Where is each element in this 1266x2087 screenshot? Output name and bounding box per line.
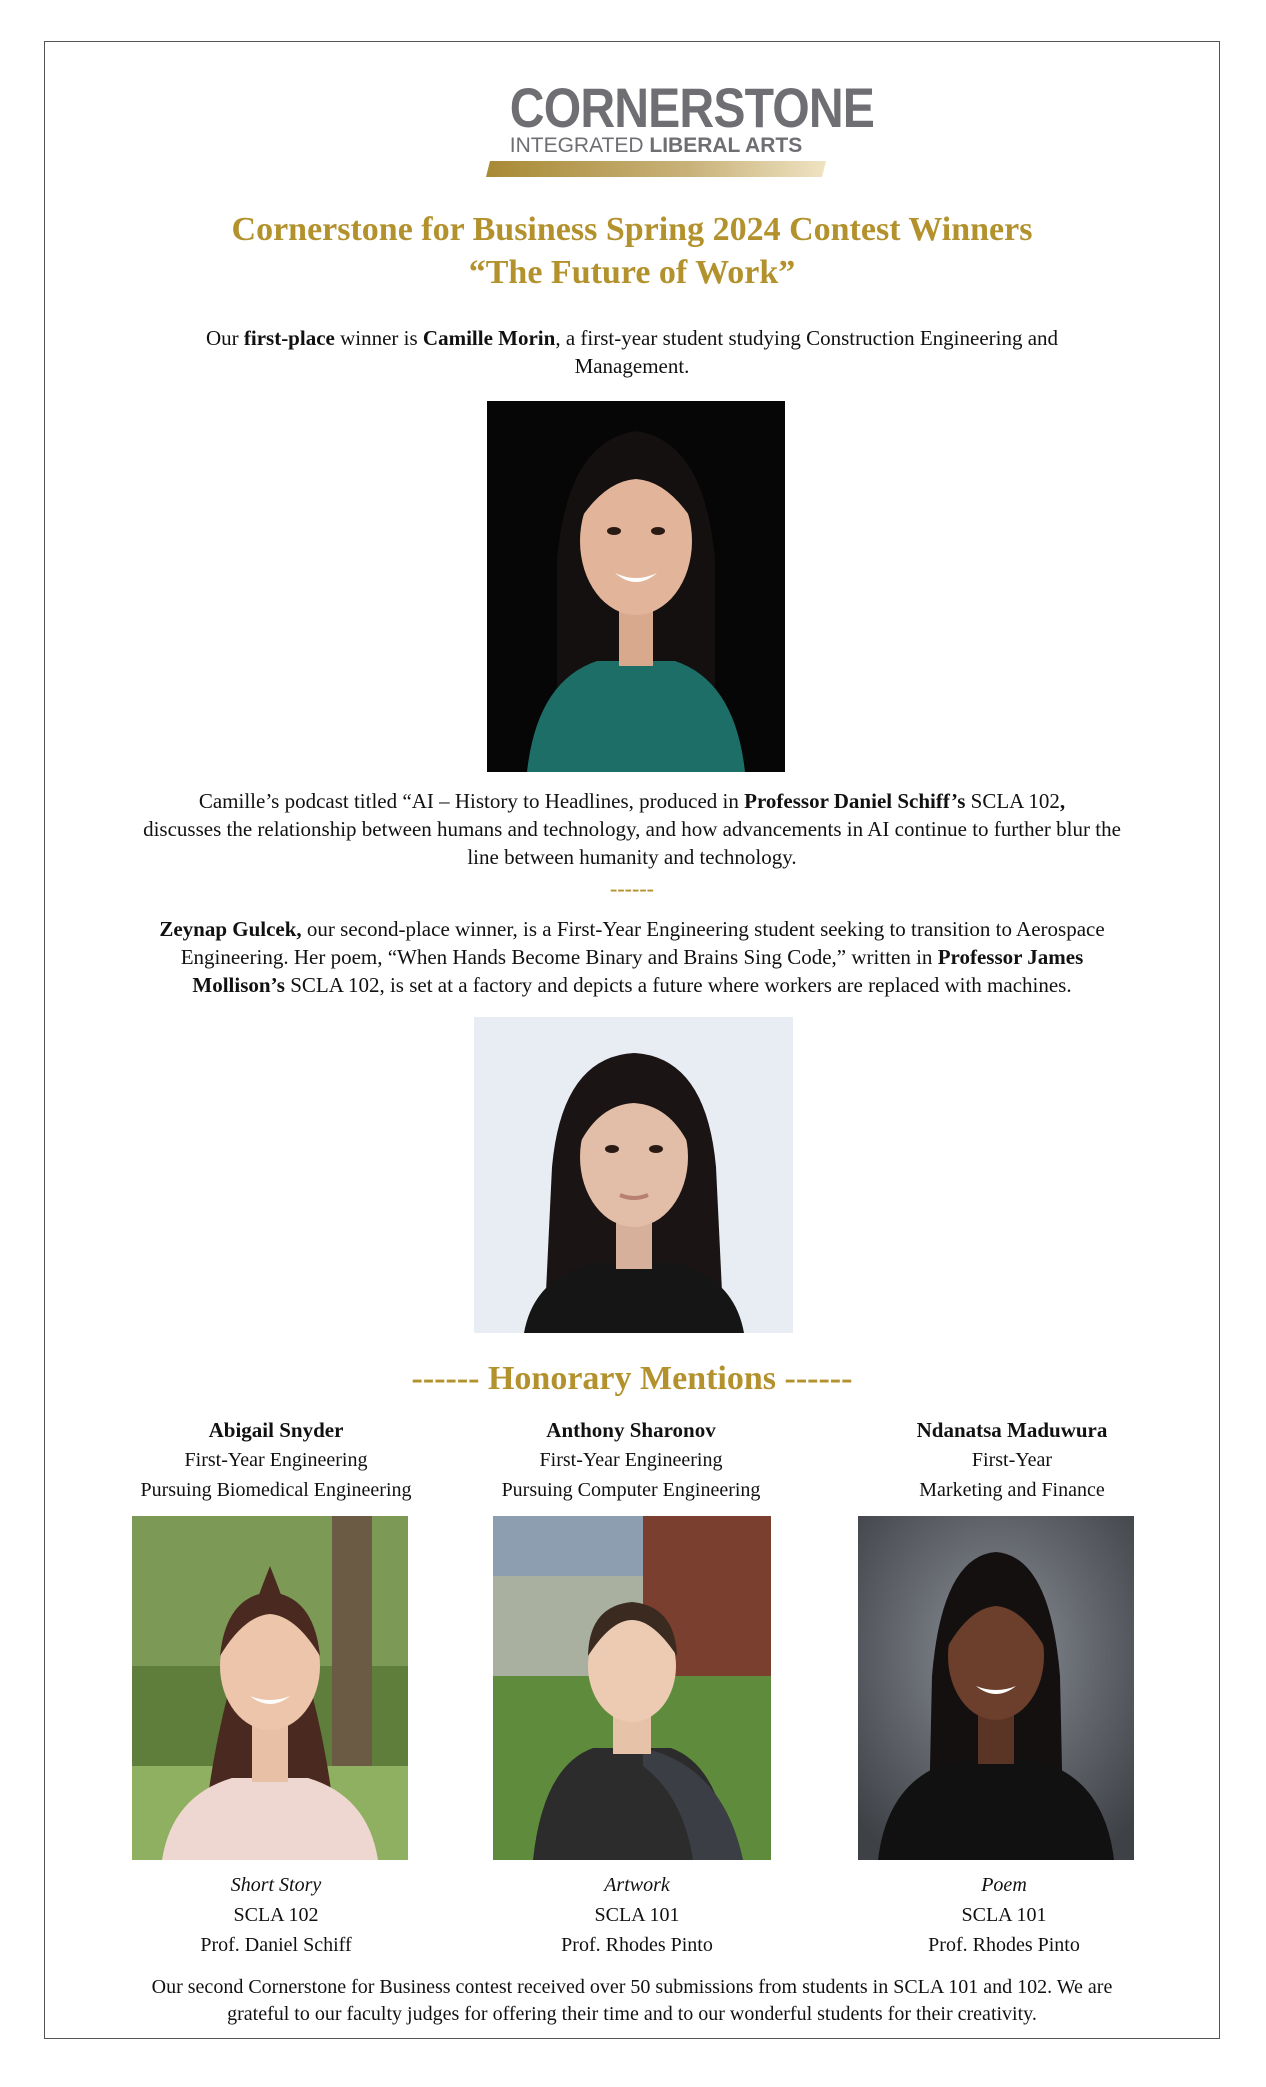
first-place-intro-line2: Management. [574, 354, 690, 378]
closing-note [44, 1974, 1220, 2028]
honoree-2-kind: Artwork [604, 1874, 670, 1896]
first-place-desc-line2: discusses the relationship between humans and technology, and how advancements in AI continue to further blur the [143, 817, 1121, 841]
first-place-desc-line3: line between humanity and technology. [467, 845, 797, 869]
closing-line2: grateful to our faculty judges for offering their time and to our wonderful students for their creativity. [227, 2003, 1037, 2025]
honoree-3-info [842, 1415, 1182, 1505]
logo-subtitle [486, 134, 826, 158]
ndanatsa-maduwura-photo [858, 1516, 1134, 1860]
page-title-line1: Cornerstone for Business Spring 2024 Contest Winners [231, 211, 1033, 248]
logo-subtitle-bold: LIBERAL ARTS [649, 134, 803, 157]
honoree-3-caption [834, 1870, 1174, 1960]
second-place-description [44, 915, 1220, 999]
honoree-2-name: Anthony Sharonov [546, 1418, 716, 1442]
abigail-snyder-photo [132, 1516, 408, 1860]
cornerstone-logo [486, 76, 875, 180]
zeynap-gulcek-photo [474, 1017, 793, 1333]
logo-gold-bar [486, 161, 826, 177]
page-title-line2: “The Future of Work” [468, 254, 796, 291]
honoree-1-info [106, 1415, 446, 1505]
second-place-line3: Mollison’s SCLA 102, is set at a factory and depicts a future where workers are replaced with machines. [192, 973, 1072, 997]
first-place-intro-line1: Our first-place winner is Camille Morin, a first-year student studying Construction Engineering and [205, 326, 1059, 350]
honoree-3-name: Ndanatsa Maduwura [916, 1418, 1108, 1442]
first-place-description [44, 787, 1220, 871]
honoree-2-info [461, 1415, 801, 1505]
honoree-2-prof: Prof. Rhodes Pinto [561, 1934, 713, 1956]
honoree-2-course: SCLA 101 [594, 1904, 680, 1926]
honoree-1-line1: First-Year Engineering [184, 1449, 368, 1471]
honoree-2-line1: First-Year Engineering [539, 1449, 723, 1471]
honoree-1-name: Abigail Snyder [208, 1418, 344, 1442]
closing-line1: Our second Cornerstone for Business contest received over 50 submissions from students in SCLA 101 and 102. We are [151, 1976, 1113, 1998]
honoree-3-course: SCLA 101 [961, 1904, 1047, 1926]
honoree-3-line1: First-Year [971, 1449, 1053, 1471]
honoree-2-line2: Pursuing Computer Engineering [501, 1479, 761, 1501]
honoree-1-caption [106, 1870, 446, 1960]
honoree-3-kind: Poem [981, 1874, 1027, 1896]
second-place-line2: Engineering. Her poem, “When Hands Become Binary and Brains Sing Code,” written in Professor James [180, 945, 1084, 969]
first-place-desc-line1: Camille’s podcast titled “AI – History to Headlines, produced in Professor Daniel Schiff’s SCLA 102, [198, 789, 1066, 813]
second-place-line1: Zeynap Gulcek, our second-place winner, is a First-Year Engineering student seeking to transition to Aerospace [159, 917, 1105, 941]
honoree-1-prof: Prof. Daniel Schiff [200, 1934, 352, 1956]
section-separator: ------ [610, 876, 654, 901]
logo-subtitle-regular: INTEGRATED [509, 134, 644, 157]
honoree-1-kind: Short Story [230, 1874, 322, 1896]
honoree-1-line2: Pursuing Biomedical Engineering [140, 1479, 412, 1501]
anthony-sharonov-photo [493, 1516, 771, 1860]
honorary-mentions-heading: ------ Honorary Mentions ------ [411, 1360, 853, 1397]
camille-morin-photo [487, 401, 785, 772]
logo-wordmark: CORNERSTONE [509, 76, 875, 139]
honoree-2-caption [467, 1870, 807, 1960]
honoree-3-line2: Marketing and Finance [919, 1479, 1105, 1501]
honoree-3-prof: Prof. Rhodes Pinto [928, 1934, 1080, 1956]
honoree-1-course: SCLA 102 [233, 1904, 319, 1926]
first-place-intro [44, 324, 1220, 380]
